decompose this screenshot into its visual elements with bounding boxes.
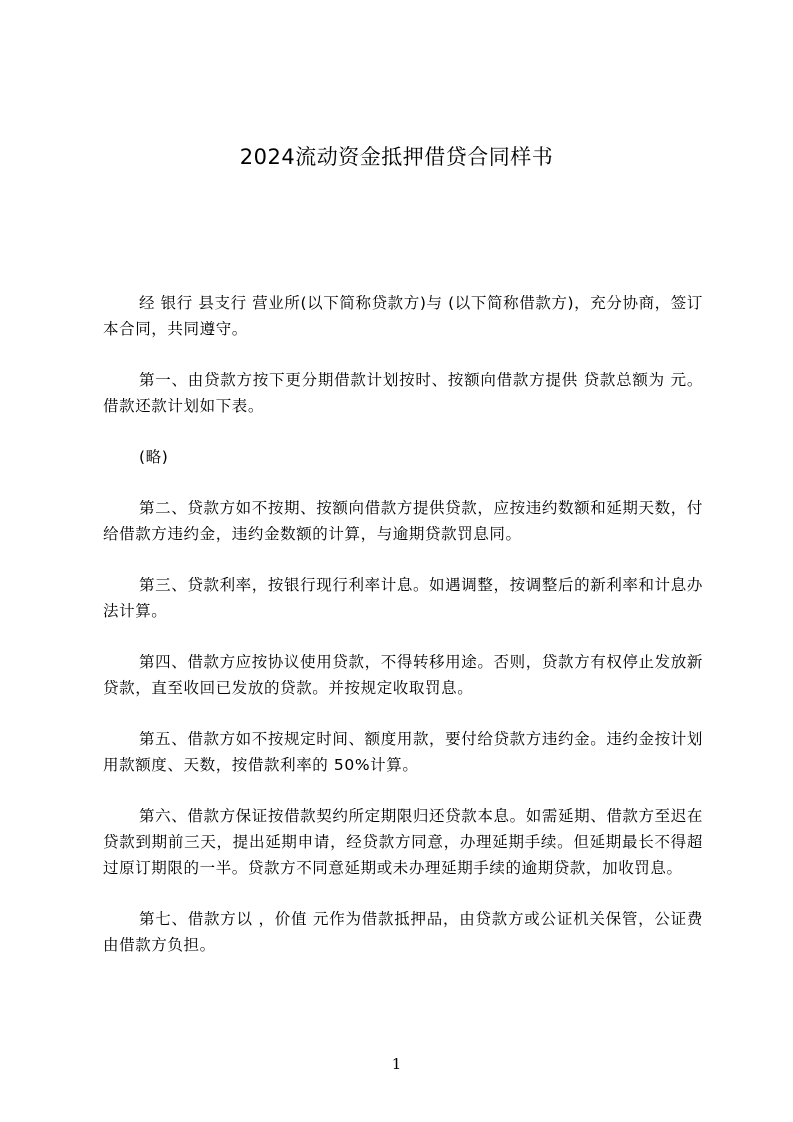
paragraph-article-1: 第一、由贷款方按下更分期借款计划按时、按额向借款方提供 贷款总额为 元。借款还款计划如下表。 <box>103 371 703 415</box>
paragraph-article-2: 第二、贷款方如不按期、按额向借款方提供贷款，应按违约数额和延期天数，付给借款方违约金，违约金数额的计算，与逾期贷款罚息同。 <box>103 499 703 543</box>
document-body <box>103 290 703 983</box>
paragraph-article-3: 第三、贷款利率，按银行现行利率计息。如遇调整，按调整后的新利率和计息办法计算。 <box>103 576 703 620</box>
paragraph-omitted-note: (略) <box>139 448 169 466</box>
page-number: 1 <box>391 1055 402 1073</box>
paragraph-article-7: 第七、借款方以 ，价值 元作为借款抵押品，由贷款方或公证机关保管，公证费由借款方负担。 <box>103 910 703 954</box>
paragraph-article-4: 第四、借款方应按协议使用贷款，不得转移用途。否则，贷款方有权停止发放新贷款，直至收回已发放的贷款。并按规定收取罚息。 <box>103 653 703 697</box>
paragraph-preamble: 经 银行 县支行 营业所(以下简称贷款方)与 (以下简称借款方)，充分协商，签订本合同，共同遵守。 <box>103 294 703 338</box>
paragraph-article-5: 第五、借款方如不按规定时间、额度用款，要付给贷款方违约金。违约金按计划用款额度、天数，按借款利率的 50%计算。 <box>103 730 703 774</box>
paragraph-article-6: 第六、借款方保证按借款契约所定期限归还贷款本息。如需延期、借款方至迟在 贷款到期前三天，提出延期申请，经贷款方同意，办理延期手续。但延期最长不得超过原订期限的一半。贷款方不同意延期或未办理延期手续的逾期贷款，加收罚息。 <box>103 807 703 877</box>
document-title: 2024流动资金抵押借贷合同样书 <box>239 145 554 169</box>
